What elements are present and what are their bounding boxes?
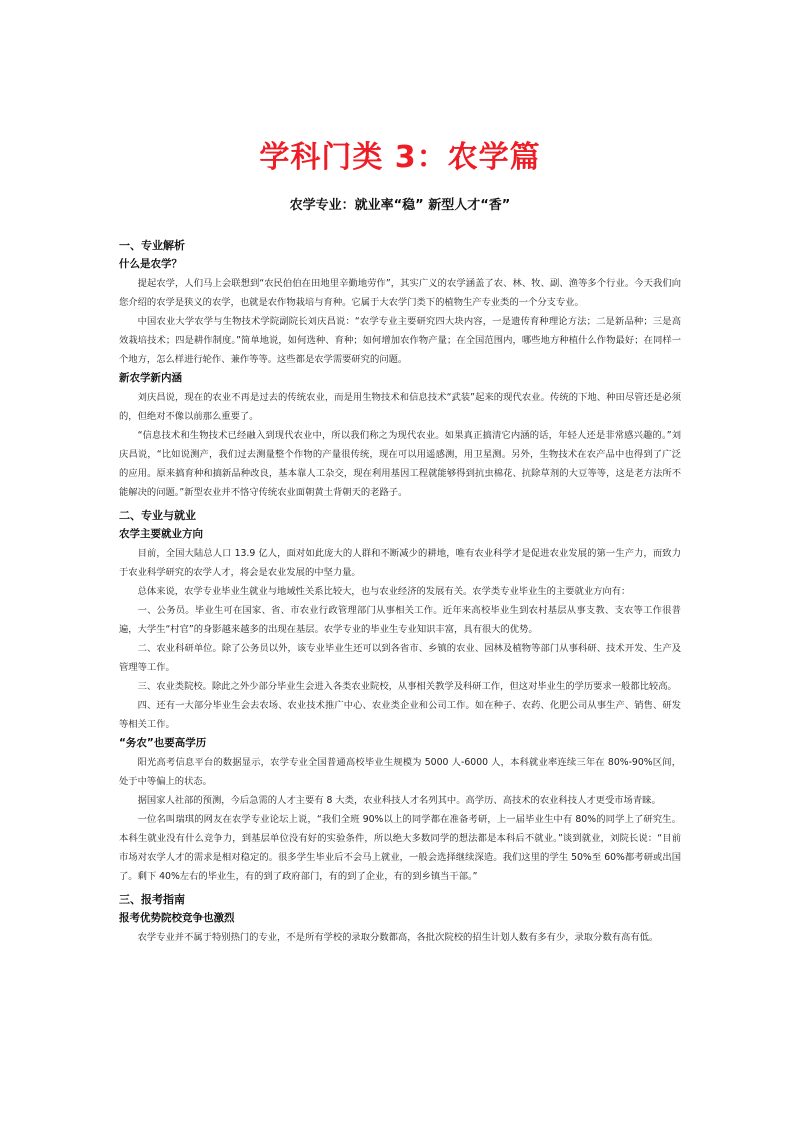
section-heading-analysis: 一、专业解析 — [119, 239, 185, 252]
paragraph: 二、农业科研单位。除了公务员以外，该专业毕业生还可以到各省市、乡镇的农业、园林及植物等部门从事科研、技术开发、生产及管理等工作。 — [119, 643, 681, 673]
page-title: 学科门类 3：农学篇 — [259, 140, 541, 175]
subheading-high-education: “务农”也要高学历 — [119, 737, 207, 749]
paragraph: 阳光高考信息平台的数据显示，农学专业全国普通高校毕业生规模为 5000 人-6000 人，本科就业率连续三年在 80%-90%区间，处于中等偏上的状态。 — [119, 757, 681, 787]
paragraph: 一位名叫瑞琪的网友在农学专业论坛上说，“我们全班 90%以上的同学都在准备考研，上一届毕业生中有 80%的同学上了研究生。本科生就业没有什么竞争力，到基层单位没有好的实验条件，所以绝大多数同学的想法都是本科后不就业。”谈到就业，刘院长说：“目前市场对农学人才的需求是相对稳定的。很多学生毕业后不会马上就业，一般会选择继续深造。我们这里的学生 50%至 60%都考研或出国了。剩下 40%左右的毕业生，有的到了政府部门，有的到了企业，有的到乡镇当干部。” — [119, 814, 681, 882]
paragraph: 提起农学，人们马上会联想到“农民伯伯在田地里辛勤地劳作”，其实广义的农学涵盖了农、林、牧、副、渔等多个行业。今天我们向您介绍的农学是狭义的农学，也就是农作物栽培与育种。它属于大农学门类下的植物生产专业类的一个分支专业。 — [119, 278, 681, 308]
section-heading-guide: 三、报考指南 — [119, 893, 185, 906]
section-heading-employment: 二、专业与就业 — [119, 509, 196, 522]
paragraph: 一、公务员。毕业生可在国家、省、市农业行政管理部门从事相关工作。近年来高校毕业生到农村基层从事支教、支农等工作很普遍，大学生“村官”的身影越来越多的出现在基层。农学专业的毕业生专业知识丰富，具有很大的优势。 — [119, 605, 681, 635]
paragraph: 四、还有一大部分毕业生会去农场、农业技术推广中心、农业类企业和公司工作。如在种子、农药、化肥公司从事生产、销售、研发等相关工作。 — [119, 700, 681, 730]
paragraph: 据国家人社部的预测，今后急需的人才主要有 8 大类，农业科技人才名列其中。高学历、高技术的农业科技人才更受市场青睐。 — [137, 795, 661, 806]
subheading-employment-direction: 农学主要就业方向 — [119, 528, 203, 540]
paragraph: 中国农业大学农学与生物技术学院副院长刘庆昌说：“农学专业主要研究四大块内容，一是遗传育种理论方法；二是新品种；三是高效栽培技术；四是耕作制度。”简单地说，如何选种、育种；如何增加农作物产量；在全国范围内，哪些地方种植什么作物最好；在同样一个地方，怎么样进行轮作、兼作等等。这些都是农学需要研究的问题。 — [119, 316, 681, 365]
paragraph: 农学专业并不属于特别热门的专业，不是所有学校的录取分数都高，各批次院校的招生计划人数有多有少，录取分数有高有低。 — [137, 932, 659, 943]
subheading-new-agronomy: 新农学新内涵 — [119, 372, 182, 384]
paragraph: 三、农业类院校。除此之外少部分毕业生会进入各类农业院校，从事相关教学及科研工作，但这对毕业生的学历要求一般都比较高。 — [137, 681, 677, 692]
page-subtitle: 农学专业：就业率“稳” 新型人才“香” — [289, 198, 511, 213]
subheading-competition: 报考优势院校竞争也激烈 — [119, 912, 235, 924]
paragraph: “信息技术和生物技术已经融入到现代农业中，所以我们称之为现代农业。如果真正搞清它内涵的话，年轻人还是非常感兴趣的。”刘庆昌说，“比如说测产，我们过去测量整个作物的产量很传统，现在可以用遥感测，用卫星测。另外，生物技术在农产品中也得到了广泛的应用。原来搞育种和搞新品种改良，基本靠人工杂交，现在利用基因工程就能够得到抗虫棉花、抗除草剂的大豆等等，这是老方法所不能解决的问题。”新型农业并不恪守传统农业面朝黄土背朝天的老路子。 — [119, 430, 681, 498]
paragraph: 目前，全国大陆总人口 13.9 亿人，面对如此庞大的人群和不断减少的耕地，唯有农业科学才是促进农业发展的第一生产力，而致力于农业科学研究的农学人才，将会是农业发展的中坚力量。 — [119, 548, 681, 578]
document-body — [119, 232, 681, 947]
subheading-what-is-agronomy: 什么是农学？ — [119, 258, 182, 270]
paragraph: 总体来说，农学专业毕业生就业与地域性关系比较大，也与农业经济的发展有关。农学类专业毕业生的主要就业方向有： — [137, 586, 631, 597]
paragraph: 刘庆昌说，现在的农业不再是过去的传统农业，而是用生物技术和信息技术“武装”起来的现代农业。传统的下地、种田尽管还是必须的，但绝对不像以前那么重要了。 — [119, 392, 681, 422]
